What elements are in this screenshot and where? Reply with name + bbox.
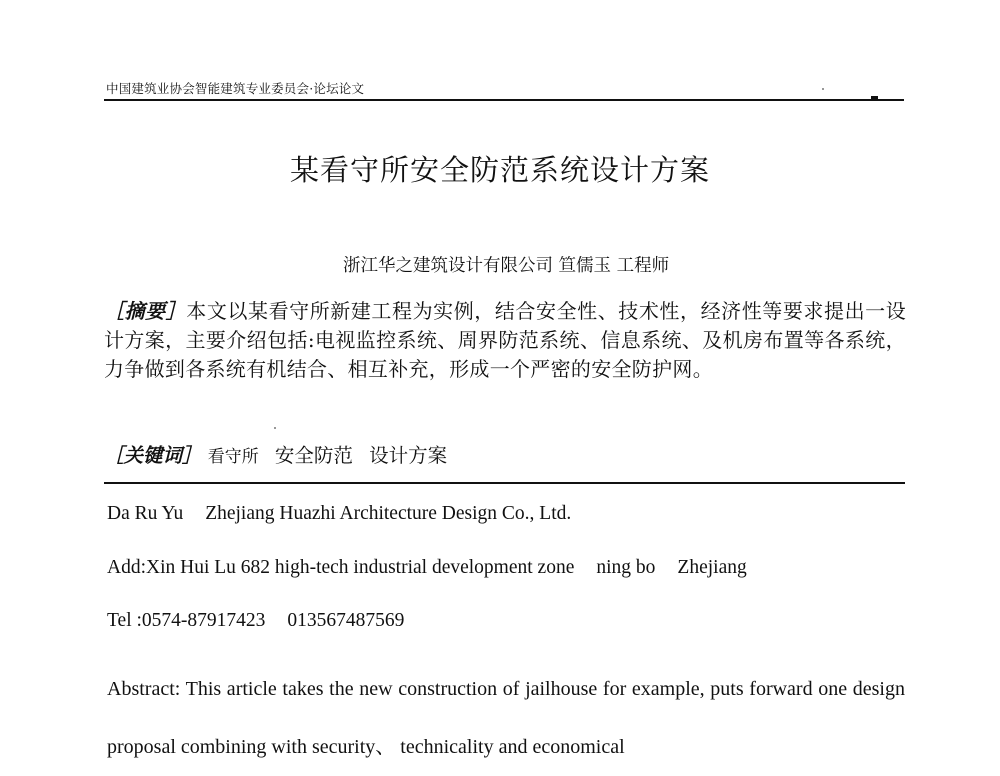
english-address-line xyxy=(107,557,747,579)
section-divider xyxy=(104,482,905,484)
company-name-en: Zhejiang Huazhi Architecture Design Co., Ltd. xyxy=(205,503,572,524)
paper-title: 某看守所安全防范系统设计方案 xyxy=(289,153,710,187)
province-en: Zhejiang xyxy=(677,557,747,578)
abstract-text: 本文以某看守所新建工程为实例，结合安全性、技术性，经济性等要求提出一设计方案，主要介绍包括:电视监控系统、周界防范系统、信息系统、及机房布置等各系统，力争做到各系统有机结合、相互补充，形成一个严密的安全防护网。 xyxy=(104,299,907,381)
keyword: 设计方案 xyxy=(369,444,448,467)
author-affiliation: 浙江华之建筑设计有限公司 笪儒玉 工程师 xyxy=(343,256,670,276)
keywords-label: ［关键词］ xyxy=(104,444,202,467)
telephone: Tel :0574-87917423 xyxy=(107,610,266,631)
english-author-line xyxy=(107,503,571,525)
author-name-en: Da Ru Yu xyxy=(107,503,184,524)
keywords-line xyxy=(104,440,457,468)
header-rule-mark xyxy=(871,96,878,100)
abstract-english: Abstract: This article takes the new construction of jailhouse for example, puts forward one design proposal combining with security、 technicality and economical xyxy=(107,678,905,758)
keyword: 看守所 xyxy=(207,447,259,467)
city-en: ning bo xyxy=(596,557,656,578)
address-en: Add:Xin Hui Lu 682 high-tech industrial development zone xyxy=(107,557,575,578)
abstract-label: ［摘要］ xyxy=(104,299,187,323)
scan-speck xyxy=(274,427,276,429)
running-header: 中国建筑业协会智能建筑专业委员会·论坛论文 xyxy=(106,81,365,96)
abstract-chinese xyxy=(104,297,906,384)
mobile-number: 013567487569 xyxy=(287,610,405,631)
english-tel-line xyxy=(107,610,404,632)
header-rule xyxy=(104,99,904,101)
keyword: 安全防范 xyxy=(274,444,353,467)
scan-speck xyxy=(822,88,824,90)
